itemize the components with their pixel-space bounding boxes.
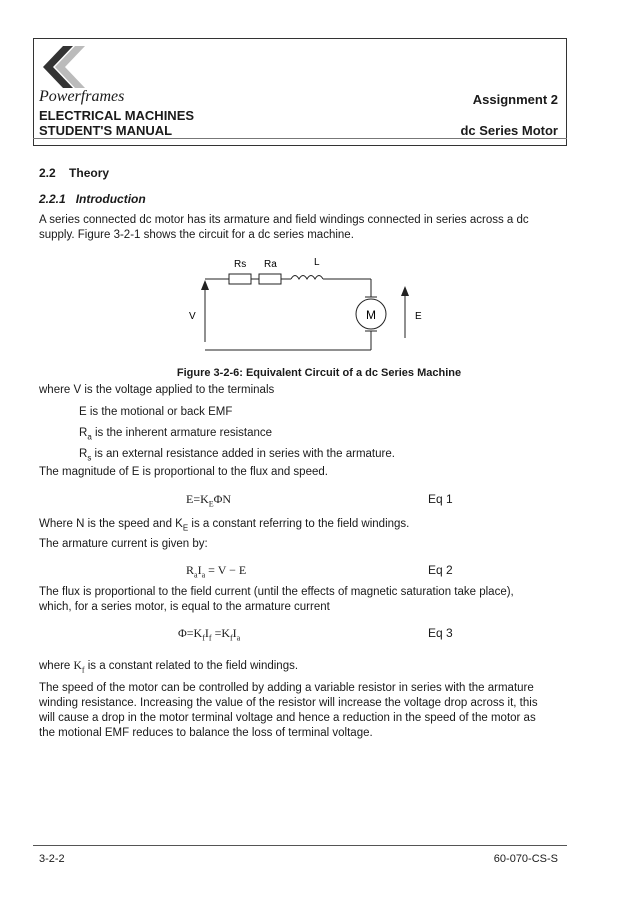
section-number: 2.2 bbox=[39, 166, 56, 180]
section-heading bbox=[39, 166, 109, 181]
header-rule bbox=[33, 138, 567, 139]
label-v: V bbox=[189, 311, 196, 322]
subsection-heading bbox=[39, 192, 146, 207]
speed-line-4: the motional EMF reduces to balance the loss of terminal voltage. bbox=[39, 727, 373, 739]
resistor-ra bbox=[259, 274, 281, 284]
eq2-label: Eq 2 bbox=[428, 563, 453, 577]
section-title: Theory bbox=[69, 166, 110, 180]
def-v: where V is the voltage applied to the terminals bbox=[39, 384, 275, 396]
e-arrowhead bbox=[401, 286, 409, 296]
flux-line-2: which, for a series motor, is equal to the armature current bbox=[39, 601, 330, 613]
label-ra: Ra bbox=[264, 259, 277, 270]
label-m: M bbox=[366, 308, 376, 322]
subsection-title: Introduction bbox=[75, 192, 146, 206]
manual-subtitle: STUDENT'S MANUAL bbox=[39, 123, 173, 138]
label-rs: Rs bbox=[234, 259, 247, 270]
flux-line-1: The flux is proportional to the field current (until the effects of magnetic saturation take place), bbox=[39, 586, 514, 598]
where-n-text: Where N is the speed and $K_E$ is a constant referring to the field windings. bbox=[39, 518, 410, 533]
manual-title: ELECTRICAL MACHINES bbox=[39, 108, 195, 123]
eq1-label: Eq 1 bbox=[428, 492, 453, 506]
speed-line-3: will cause a drop in the motor terminal voltage and hence a reduction in the speed of the motor as bbox=[39, 712, 536, 724]
label-l: L bbox=[314, 257, 320, 268]
assignment-title: Assignment 2 bbox=[472, 92, 558, 107]
magnitude-text: The magnitude of E is proportional to the flux and speed. bbox=[39, 466, 328, 478]
assignment-topic: dc Series Motor bbox=[460, 123, 558, 138]
equation-1: $E=K_E\Phi N$ bbox=[186, 492, 232, 509]
intro-line-2: supply. Figure 3-2-1 shows the circuit for a dc series machine. bbox=[39, 229, 354, 241]
document-code: 60-070-CS-S bbox=[493, 853, 558, 865]
inductor-l bbox=[291, 276, 323, 280]
speed-line-2: winding resistance. Increasing the value of the resistor will increase the voltage drop across it, this bbox=[39, 697, 538, 709]
where-kf-text: where $K_f$ is a constant related to the field windings. bbox=[39, 660, 299, 675]
resistor-rs bbox=[229, 274, 251, 284]
def-rs: $R_s$ is an external resistance added in series with the armature. bbox=[79, 448, 395, 463]
def-ra: $R_a$ is the inherent armature resistance bbox=[79, 427, 273, 442]
figure-caption: Figure 3-2-6: Equivalent Circuit of a dc Series Machine bbox=[176, 367, 462, 379]
armature-text: The armature current is given by: bbox=[39, 538, 208, 550]
page-number: 3-2-2 bbox=[39, 853, 65, 865]
eq3-label: Eq 3 bbox=[428, 626, 453, 640]
equation-2: $R_aI_a = V - E$ bbox=[186, 563, 247, 580]
v-arrowhead bbox=[201, 280, 209, 290]
equation-3: $\Phi=K_fI_f =K_fI_a$ bbox=[178, 626, 241, 643]
powerframes-logo bbox=[37, 44, 89, 90]
speed-line-1: The speed of the motor can be controlled by adding a variable resistor in series with the armature bbox=[39, 682, 534, 694]
intro-line-1: A series connected dc motor has its armature and field windings connected in series across a dc bbox=[39, 214, 529, 226]
footer-rule bbox=[33, 845, 567, 846]
def-e: E is the motional or back EMF bbox=[79, 406, 233, 418]
subsection-number: 2.2.1 bbox=[39, 192, 66, 206]
brand-name: Powerframes bbox=[39, 88, 125, 105]
label-e: E bbox=[415, 311, 422, 322]
circuit-diagram bbox=[175, 252, 455, 362]
